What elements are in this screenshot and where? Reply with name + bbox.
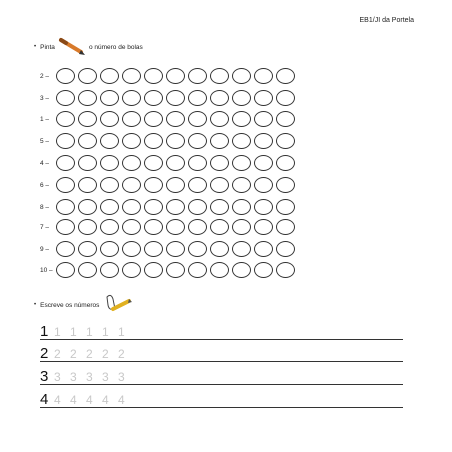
paint-circle[interactable] (254, 241, 273, 257)
circle-group (56, 262, 298, 278)
write-instruction: Escreve os números (40, 301, 100, 309)
paint-circle[interactable] (78, 90, 97, 106)
circle-group (56, 155, 298, 171)
paint-circle[interactable] (144, 155, 163, 171)
circle-group (56, 133, 298, 149)
paint-circle[interactable] (144, 262, 163, 278)
paint-instruction-suffix: o número de bolas (88, 43, 143, 51)
paint-circle[interactable] (232, 68, 251, 84)
paint-circle[interactable] (144, 68, 163, 84)
paint-circle[interactable] (210, 68, 229, 84)
paint-circle[interactable] (254, 133, 273, 149)
paint-circle[interactable] (188, 241, 207, 257)
paint-circle[interactable] (210, 177, 229, 193)
paint-circle[interactable] (78, 241, 97, 257)
pencil-icon (57, 36, 87, 58)
paint-circle[interactable] (232, 111, 251, 127)
paint-circle[interactable] (78, 219, 97, 235)
paint-circle[interactable] (210, 262, 229, 278)
paint-circle[interactable] (56, 68, 75, 84)
paint-circle[interactable] (188, 177, 207, 193)
row-label: 9 – (40, 245, 50, 253)
paint-circle[interactable] (210, 90, 229, 106)
grid-row (40, 218, 298, 236)
circle-group (56, 219, 298, 235)
paint-circle[interactable] (56, 241, 75, 257)
paint-circle[interactable] (254, 219, 273, 235)
paint-circle[interactable] (122, 177, 141, 193)
paint-circle[interactable] (122, 219, 141, 235)
paint-circle[interactable] (100, 219, 119, 235)
paint-circle[interactable] (100, 241, 119, 257)
paint-circle[interactable] (166, 219, 185, 235)
row-label: 10 – (40, 266, 53, 274)
paint-circle[interactable] (276, 111, 295, 127)
paint-circle[interactable] (78, 111, 97, 127)
paint-circle[interactable] (100, 155, 119, 171)
paint-circle[interactable] (56, 262, 75, 278)
paint-circle[interactable] (254, 199, 273, 215)
paint-circle[interactable] (166, 155, 185, 171)
paint-circle[interactable] (144, 199, 163, 215)
paint-circle[interactable] (100, 68, 119, 84)
writing-line[interactable] (40, 321, 403, 340)
circle-group (56, 177, 298, 193)
circle-group (56, 241, 298, 257)
grid-row (40, 261, 298, 279)
paint-circle[interactable] (210, 133, 229, 149)
bullet: • (34, 44, 37, 50)
grid-row (40, 89, 298, 107)
grid-row (40, 67, 298, 85)
model-number: 4 (40, 391, 49, 408)
paint-circle[interactable] (210, 241, 229, 257)
writing-line[interactable] (40, 366, 403, 385)
paint-circle[interactable] (210, 155, 229, 171)
paint-circle[interactable] (188, 133, 207, 149)
bullet: • (34, 302, 37, 308)
row-label: 7 – (40, 223, 50, 231)
paint-circle[interactable] (210, 219, 229, 235)
paint-circle[interactable] (232, 262, 251, 278)
paint-circle[interactable] (100, 90, 119, 106)
paint-circle[interactable] (100, 262, 119, 278)
paint-circle[interactable] (122, 241, 141, 257)
paint-instruction-prefix: Pinta (40, 43, 55, 51)
paint-circle[interactable] (232, 241, 251, 257)
paint-circle[interactable] (276, 199, 295, 215)
grid-row (40, 132, 298, 150)
paint-circle[interactable] (254, 155, 273, 171)
paint-circle[interactable] (56, 111, 75, 127)
paint-circle[interactable] (188, 199, 207, 215)
paint-circle[interactable] (210, 199, 229, 215)
trace-numbers: 1 1 1 1 1 (54, 325, 128, 339)
paint-circle[interactable] (188, 155, 207, 171)
paint-circle[interactable] (166, 199, 185, 215)
paint-circle[interactable] (122, 68, 141, 84)
row-label: 4 – (40, 159, 50, 167)
paint-circle[interactable] (276, 90, 295, 106)
paint-circle[interactable] (276, 219, 295, 235)
paint-circle[interactable] (166, 90, 185, 106)
model-number: 3 (40, 368, 49, 385)
paint-circle[interactable] (166, 133, 185, 149)
section-title-paint (34, 36, 143, 58)
paint-circle[interactable] (100, 111, 119, 127)
circle-group (56, 90, 298, 106)
trace-numbers: 4 4 4 4 4 (54, 393, 128, 407)
paint-circle[interactable] (276, 241, 295, 257)
paint-circle[interactable] (78, 68, 97, 84)
writing-line[interactable] (40, 389, 403, 408)
paint-circle[interactable] (144, 241, 163, 257)
paint-circle[interactable] (78, 262, 97, 278)
paint-circle[interactable] (144, 90, 163, 106)
writing-line[interactable] (40, 343, 403, 362)
paint-circle[interactable] (56, 177, 75, 193)
paint-circle[interactable] (232, 219, 251, 235)
paint-circle[interactable] (56, 90, 75, 106)
paint-circle[interactable] (122, 133, 141, 149)
paint-circle[interactable] (232, 133, 251, 149)
paint-circle[interactable] (78, 177, 97, 193)
paint-circle[interactable] (276, 262, 295, 278)
paint-circle[interactable] (100, 133, 119, 149)
row-label: 8 – (40, 203, 50, 211)
row-label: 2 – (40, 72, 50, 80)
paint-circle[interactable] (188, 68, 207, 84)
paint-circle[interactable] (254, 177, 273, 193)
paint-circle[interactable] (144, 111, 163, 127)
paint-circle[interactable] (144, 177, 163, 193)
paint-circle[interactable] (166, 241, 185, 257)
paint-circle[interactable] (122, 111, 141, 127)
paint-circle[interactable] (122, 199, 141, 215)
paint-circle[interactable] (254, 262, 273, 278)
paint-circle[interactable] (166, 111, 185, 127)
paint-circle[interactable] (78, 133, 97, 149)
circle-group (56, 68, 298, 84)
paint-circle[interactable] (100, 177, 119, 193)
paint-circle[interactable] (276, 68, 295, 84)
paint-circle[interactable] (122, 90, 141, 106)
grid-row (40, 240, 298, 258)
paint-circle[interactable] (78, 155, 97, 171)
paint-circle[interactable] (100, 199, 119, 215)
paint-circle[interactable] (254, 90, 273, 106)
paint-circle[interactable] (56, 199, 75, 215)
paint-circle[interactable] (56, 133, 75, 149)
paint-circle[interactable] (232, 90, 251, 106)
paint-circle[interactable] (188, 90, 207, 106)
school-name: EB1/JI da Portela (359, 17, 414, 24)
paint-circle[interactable] (166, 68, 185, 84)
model-number: 1 (40, 323, 49, 340)
grid-row (40, 176, 298, 194)
paint-circle[interactable] (232, 155, 251, 171)
paint-circle[interactable] (188, 111, 207, 127)
paint-circle[interactable] (210, 111, 229, 127)
grid-row (40, 198, 298, 216)
trace-numbers: 2 2 2 2 2 (54, 347, 128, 361)
paint-circle[interactable] (56, 155, 75, 171)
paint-circle[interactable] (122, 262, 141, 278)
grid-row (40, 110, 298, 128)
circle-group (56, 111, 298, 127)
model-number: 2 (40, 345, 49, 362)
paint-circle[interactable] (254, 68, 273, 84)
paint-circle[interactable] (188, 219, 207, 235)
paint-circle[interactable] (122, 155, 141, 171)
paint-circle[interactable] (144, 219, 163, 235)
paint-circle[interactable] (144, 133, 163, 149)
row-label: 5 – (40, 137, 50, 145)
grid-row (40, 154, 298, 172)
paint-circle[interactable] (166, 262, 185, 278)
circle-group (56, 199, 298, 215)
writing-hand-icon (103, 293, 133, 317)
paint-circle[interactable] (254, 111, 273, 127)
paint-circle[interactable] (166, 177, 185, 193)
row-label: 3 – (40, 94, 50, 102)
paint-circle[interactable] (276, 133, 295, 149)
paint-circle[interactable] (276, 177, 295, 193)
section-title-write (34, 293, 133, 317)
paint-circle[interactable] (232, 199, 251, 215)
row-label: 1 – (40, 115, 50, 123)
row-label: 6 – (40, 181, 50, 189)
paint-circle[interactable] (56, 219, 75, 235)
trace-numbers: 3 3 3 3 3 (54, 370, 128, 384)
paint-circle[interactable] (188, 262, 207, 278)
paint-circle[interactable] (232, 177, 251, 193)
paint-circle[interactable] (78, 199, 97, 215)
paint-circle[interactable] (276, 155, 295, 171)
